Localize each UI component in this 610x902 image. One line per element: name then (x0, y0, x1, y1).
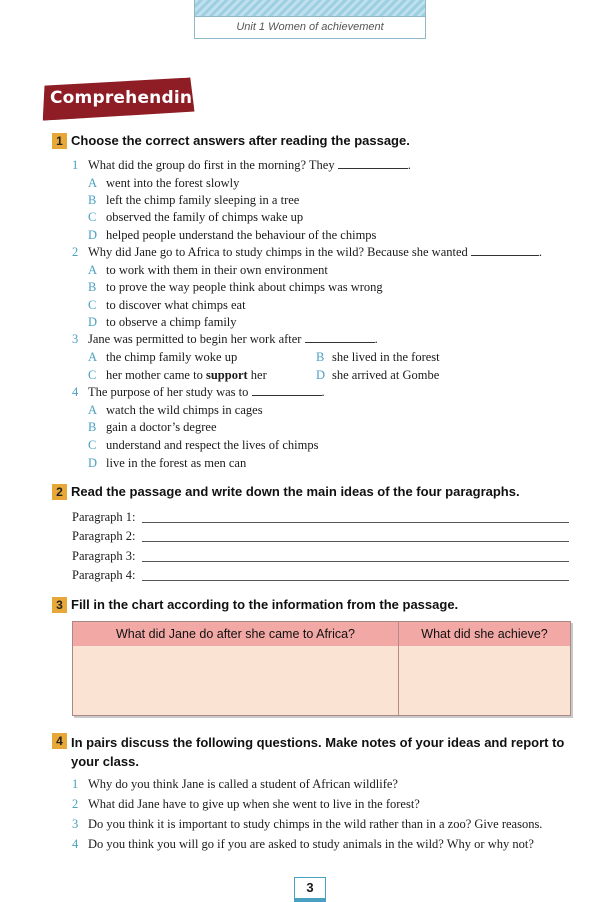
option-text: the chimp family woke up (106, 350, 238, 364)
option (88, 455, 246, 472)
paragraph-label: Paragraph 3: (72, 549, 136, 563)
option-text: understand and respect the lives of chimps (106, 438, 319, 452)
q1-title: Choose the correct answers after reading the passage. (71, 133, 410, 148)
option (88, 367, 267, 384)
chart-cell-1[interactable] (73, 646, 399, 715)
option (88, 314, 237, 331)
q4-title (71, 733, 564, 771)
question-text: The purpose of her study was to (88, 385, 249, 399)
q3-heading (52, 597, 458, 613)
paragraph-line-2[interactable] (72, 528, 569, 545)
option-letter: A (88, 176, 98, 190)
question-text: What did the group do first in the morning? They (88, 158, 335, 172)
option (316, 349, 440, 366)
q4-title-line-1: In pairs discuss the following questions. Make notes of your ideas and report to (71, 735, 565, 750)
unit-banner (194, 0, 426, 39)
q2-title: Read the passage and write down the main ideas of the four paragraphs. (71, 484, 520, 499)
q1-item-4: 4 The purpose of her study was to . (72, 385, 325, 399)
q4-item (72, 796, 420, 813)
q4-number-badge: 4 (52, 733, 67, 749)
q1-item-2: 2 Why did Jane go to Africa to study chimps in the wild? Because she wanted . (72, 245, 543, 259)
question-text: Do you think it is important to study chimps in the wild rather than in a zoo? Give reasons. (88, 817, 543, 831)
answer-blank[interactable] (252, 385, 322, 396)
q1-number-badge: 1 (52, 133, 67, 149)
paragraph-label: Paragraph 2: (72, 529, 136, 543)
writing-line[interactable] (142, 567, 569, 581)
item-number: 2 (72, 245, 79, 259)
option-letter: D (88, 456, 98, 470)
option (88, 297, 246, 314)
option-text: to observe a chimp family (106, 315, 237, 329)
option-letter: B (316, 350, 325, 364)
option-text: left the chimp family sleeping in a tree (106, 193, 300, 207)
option (88, 262, 328, 279)
item-number: 4 (72, 837, 79, 851)
option-text: to discover what chimps eat (106, 298, 246, 312)
page-number: 3 (294, 877, 326, 899)
item-number: 3 (72, 817, 79, 831)
option-text: live in the forest as men can (106, 456, 247, 470)
option-text: she lived in the forest (332, 350, 440, 364)
paragraph-label: Paragraph 4: (72, 568, 136, 582)
option (88, 192, 299, 209)
q4-item (72, 816, 542, 833)
question-text: Jane was permitted to begin her work after (88, 332, 302, 346)
question-text: Why do you think Jane is called a student of African wildlife? (88, 777, 398, 791)
option (88, 279, 383, 296)
option (88, 437, 318, 454)
item-number: 3 (72, 332, 79, 346)
option-letter: A (88, 350, 98, 364)
q4-heading (52, 733, 564, 771)
q4-title-line-2: your class. (71, 754, 139, 769)
section-title: Comprehending (50, 88, 205, 108)
paragraph-line-4[interactable] (72, 567, 569, 584)
writing-line[interactable] (142, 548, 569, 562)
paragraph-line-3[interactable] (72, 548, 569, 565)
option-text: her mother came to (106, 368, 206, 382)
chart-column-header-2: What did she achieve? (421, 627, 548, 641)
option (88, 419, 217, 436)
option (88, 209, 303, 226)
option (88, 349, 237, 366)
option-text: watch the wild chimps in cages (106, 403, 263, 417)
option-letter: D (88, 228, 98, 242)
paragraph-line-1[interactable] (72, 509, 569, 526)
q3-number-badge: 3 (52, 597, 67, 613)
info-chart (72, 621, 571, 716)
question-text: What did Jane have to give up when she went to live in the forest? (88, 797, 420, 811)
question-text: Do you think you will go if you are asked to study animals in the wild? Why or why not? (88, 837, 534, 851)
q4-item (72, 836, 534, 853)
option-text: went into the forest slowly (106, 176, 240, 190)
unit-title: Unit 1 Women of achievement (236, 21, 384, 33)
option-letter: A (88, 263, 98, 277)
option-text: she arrived at Gombe (332, 368, 440, 382)
item-number: 1 (72, 158, 79, 172)
option-letter: C (88, 438, 97, 452)
answer-blank[interactable] (471, 245, 539, 256)
option-text: gain a doctor’s degree (106, 420, 217, 434)
q3-title: Fill in the chart according to the information from the passage. (71, 597, 459, 612)
q1-item-3: 3 Jane was permitted to begin her work after . (72, 332, 378, 346)
option-text: to work with them in their own environment (106, 263, 328, 277)
option-letter: C (88, 298, 97, 312)
question-text: Why did Jane go to Africa to study chimps in the wild? Because she wanted (88, 245, 468, 259)
option (316, 367, 439, 384)
option (88, 175, 239, 192)
option-text: observed the family of chimps wake up (106, 210, 304, 224)
writing-line[interactable] (142, 528, 569, 542)
option-letter: D (316, 368, 326, 382)
answer-blank[interactable] (305, 332, 375, 343)
item-number: 4 (72, 385, 79, 399)
writing-line[interactable] (142, 509, 569, 523)
option-letter: B (88, 280, 97, 294)
option-text: her (247, 368, 267, 382)
option-letter: B (88, 420, 97, 434)
option-letter: C (88, 210, 97, 224)
option-letter: D (88, 315, 98, 329)
q4-item (72, 776, 398, 793)
q1-item-1: 1 What did the group do first in the morning? They . (72, 158, 411, 172)
chart-column-header-1: What did Jane do after she came to Africa? (73, 622, 399, 646)
option-text: to prove the way people think about chimps was wrong (106, 280, 383, 294)
answer-blank[interactable] (338, 158, 408, 169)
option (88, 227, 376, 244)
chart-cell-2[interactable] (399, 646, 570, 715)
paragraph-label: Paragraph 1: (72, 510, 136, 524)
option-bold-word: support (205, 368, 248, 382)
banner-wave-decoration (195, 0, 425, 17)
q2-number-badge: 2 (52, 484, 67, 500)
option-letter: A (88, 403, 98, 417)
chart-header-row (73, 622, 570, 646)
option-letter: B (88, 193, 97, 207)
q1-heading (52, 133, 410, 149)
option-text: helped people understand the behaviour of the chimps (106, 228, 377, 242)
item-number: 2 (72, 797, 79, 811)
q2-heading (52, 484, 520, 500)
chart-body-row (73, 646, 570, 715)
option-letter: C (88, 368, 97, 382)
item-number: 1 (72, 777, 79, 791)
option (88, 402, 263, 419)
